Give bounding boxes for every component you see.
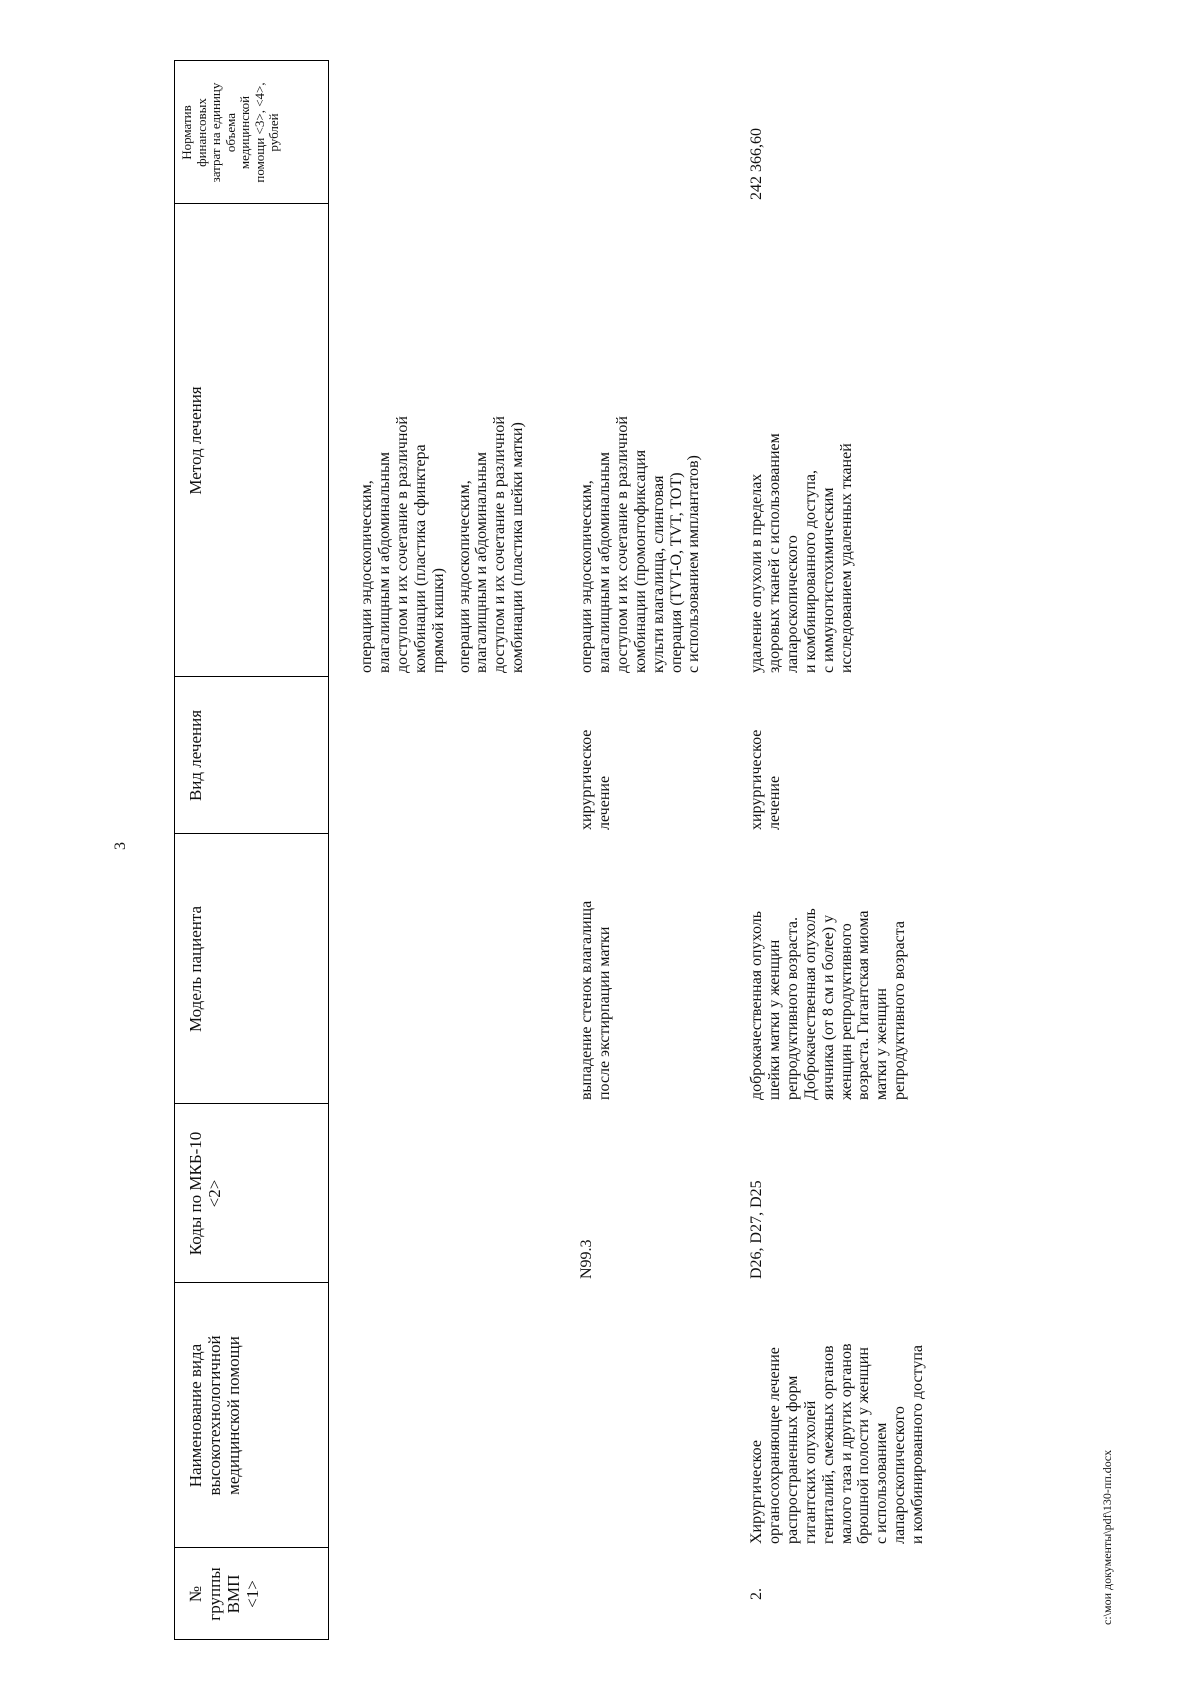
header-line: медицинской bbox=[237, 95, 253, 170]
medical-care-table bbox=[174, 60, 1074, 1640]
block1-methods bbox=[354, 204, 574, 677]
text-line: лечение bbox=[765, 775, 783, 830]
text-line: репродуктивного возраста. bbox=[783, 917, 801, 1100]
text-line: здоровых тканей с использованием bbox=[765, 433, 783, 673]
text-line: удаление опухоли в пределах bbox=[748, 473, 765, 673]
text-line: доброкачественная опухоль bbox=[748, 910, 765, 1100]
header-treatment-method bbox=[174, 204, 328, 677]
header-cost-standard bbox=[174, 61, 328, 204]
header-patient-model bbox=[174, 834, 328, 1104]
block3-group-number: 2. bbox=[748, 1588, 765, 1600]
block3-treatment-type bbox=[744, 677, 804, 834]
header-line: Вид лечения bbox=[186, 709, 205, 802]
text-line: операции эндоскопическим, bbox=[358, 480, 375, 673]
text-line: возраста. Гигантская миома bbox=[855, 910, 873, 1100]
text-line: лапароскопического bbox=[783, 535, 801, 673]
block3-treatment-method bbox=[744, 204, 894, 677]
header-line: затрат на единицу bbox=[208, 82, 224, 183]
header-line: медицинской помощи bbox=[224, 1336, 244, 1495]
header-care-type-name bbox=[174, 1283, 328, 1548]
text-line: комбинации (пластика сфинктера bbox=[411, 444, 429, 673]
method-entry bbox=[456, 204, 528, 673]
text-line: влагалищным и абдоминальным bbox=[375, 452, 393, 673]
block2-code: N99.3 bbox=[578, 1239, 595, 1279]
block2-patient-model bbox=[574, 834, 634, 1104]
header-line: <1> bbox=[243, 1580, 263, 1608]
text-line: с иммуногистохимическим bbox=[819, 487, 837, 673]
header-icd-codes bbox=[174, 1104, 328, 1283]
header-line: № bbox=[186, 1585, 205, 1603]
text-line: с использованием имплантатов) bbox=[685, 455, 703, 673]
block3-patient-model bbox=[744, 834, 974, 1104]
header-line: помощи <3>, <4>, bbox=[251, 82, 267, 183]
header-line: Коды по МКБ-10 bbox=[186, 1131, 205, 1256]
text-line: влагалищным и абдоминальным bbox=[473, 452, 491, 673]
header-line: ВМП bbox=[224, 1574, 244, 1614]
text-line: культи влагалища, слинговая bbox=[649, 475, 667, 673]
header-line: <2> bbox=[205, 1179, 225, 1208]
text-line: матки у женщин bbox=[873, 988, 891, 1100]
text-line: после экстирпации матки bbox=[595, 926, 613, 1100]
header-group-number bbox=[174, 1548, 328, 1640]
block3-codes: D26, D27, D25 bbox=[748, 1180, 765, 1279]
page-number: 3 bbox=[112, 842, 129, 850]
text-line: лечение bbox=[595, 775, 613, 830]
text-line: Доброкачественная опухоль bbox=[801, 908, 819, 1100]
header-treatment-type bbox=[174, 677, 328, 834]
text-line: операции эндоскопическим, bbox=[455, 480, 473, 673]
text-line: брюшной полости у женщин bbox=[855, 1347, 873, 1544]
header-line: объема bbox=[222, 112, 238, 153]
text-line: комбинации (пластика шейки матки) bbox=[509, 422, 527, 673]
text-line: операция (TVT-O, TVT, TOT) bbox=[667, 472, 685, 673]
text-line: малого таза и других органов bbox=[837, 1343, 855, 1544]
text-line: выпадение стенок влагалища bbox=[578, 900, 595, 1100]
text-line: и комбинированного доступа, bbox=[801, 470, 819, 673]
text-line: влагалищным и абдоминальным bbox=[595, 452, 613, 673]
header-line: Наименование вида bbox=[186, 1343, 205, 1488]
footer-file-path: c:\мои документы\pdf\130-пп.docx bbox=[1100, 1449, 1114, 1625]
text-line: женщин репродуктивного bbox=[837, 923, 855, 1100]
header-line: Метод лечения bbox=[186, 386, 205, 495]
text-line: гигантских опухолей bbox=[801, 1400, 819, 1544]
header-line: Модель пациента bbox=[186, 905, 205, 1033]
method-entry bbox=[358, 204, 448, 673]
text-line: хирургическое bbox=[748, 729, 765, 830]
text-line: репродуктивного возраста bbox=[891, 921, 909, 1100]
text-line: доступом и их сочетание в различной bbox=[613, 416, 631, 673]
text-line: шейки матки у женщин bbox=[765, 939, 783, 1100]
text-line: прямой кишки) bbox=[429, 568, 447, 673]
text-line: операции эндоскопическим, bbox=[578, 480, 595, 673]
header-line: рублей bbox=[266, 113, 282, 152]
text-line: с использованием bbox=[873, 1422, 891, 1544]
header-line: финансовых bbox=[193, 98, 209, 167]
header-line: высокотехнологичной bbox=[205, 1335, 225, 1496]
block3-care-type-name bbox=[744, 1283, 974, 1548]
text-line: распространенных форм bbox=[783, 1375, 801, 1544]
header-bottom-border bbox=[328, 60, 329, 1640]
text-line: комбинации (промонтофиксация bbox=[631, 449, 649, 673]
header-line: группы bbox=[205, 1567, 225, 1621]
text-line: яичника (от 8 см и более) у bbox=[819, 914, 837, 1100]
text-line: и комбинированного доступа bbox=[909, 1345, 927, 1544]
text-line: гениталий, смежных органов bbox=[819, 1345, 837, 1544]
text-line: доступом и их сочетание в различной bbox=[393, 416, 411, 673]
block2-treatment-method bbox=[574, 204, 734, 677]
block2-treatment-type bbox=[574, 677, 634, 834]
text-line: исследованием удаленных тканей bbox=[837, 443, 855, 673]
text-line: лапароскопического bbox=[891, 1406, 909, 1544]
text-line: Хирургическое bbox=[748, 1440, 765, 1544]
block3-cost: 242 366,60 bbox=[748, 128, 765, 200]
text-line: доступом и их сочетание в различной bbox=[491, 416, 509, 673]
text-line: органосохраняющее лечение bbox=[765, 1347, 783, 1544]
header-line: Норматив bbox=[179, 105, 194, 160]
text-line: хирургическое bbox=[578, 729, 595, 830]
